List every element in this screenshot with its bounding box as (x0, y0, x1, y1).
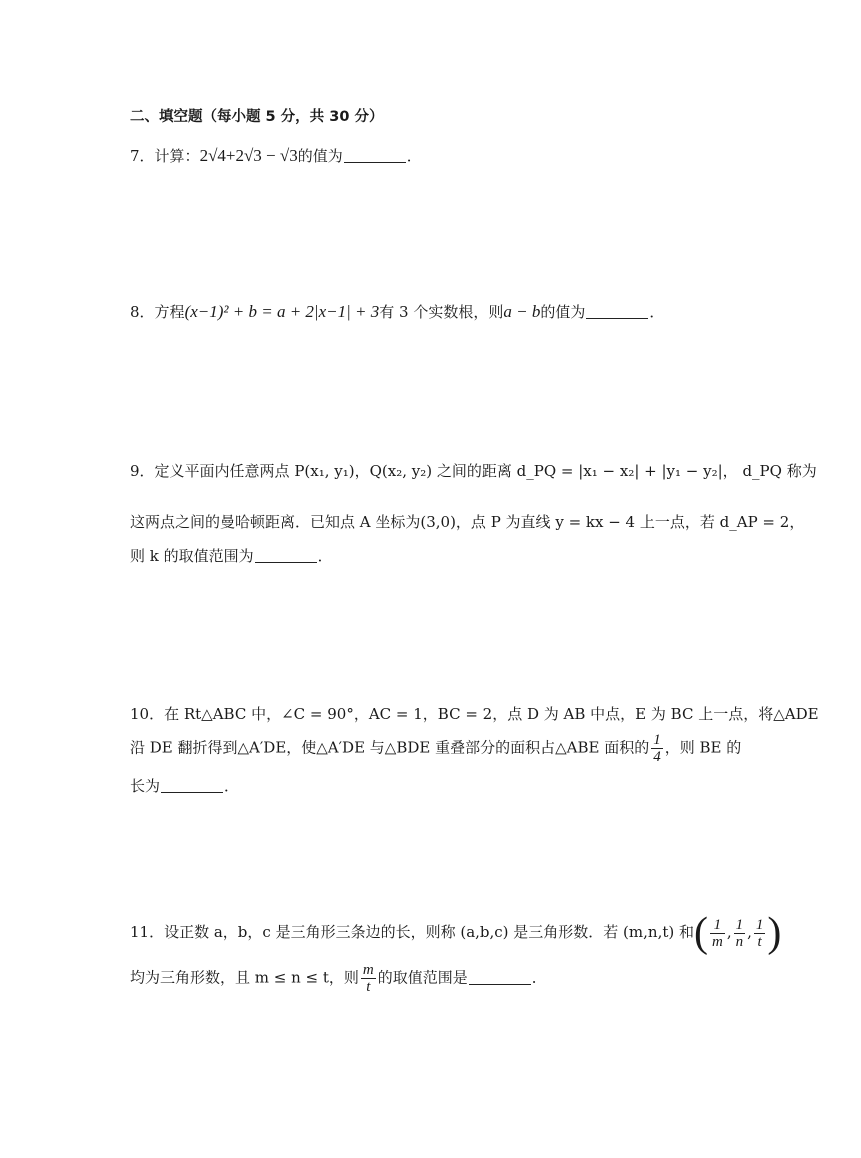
q8-math: (x−1)² + b = a + 2|x−1| + 3 (184, 302, 380, 321)
question-11-line-2 (130, 962, 547, 1006)
q11-frac-3 (754, 917, 766, 950)
q11-frac-2 (734, 917, 746, 950)
q7-text: 计算： (154, 147, 200, 165)
question-9-line-2: 这两点之间的曼哈顿距离．已知点 A 坐标为(3,0)，点 P 为直线 y = kx − 4 上一点，若 d_AP = 2， (130, 513, 805, 531)
q8-number: 8． (130, 303, 155, 321)
q11-end: ． (531, 968, 547, 987)
q8-text: 方程 (154, 303, 185, 321)
q11-frac-1-den: m (711, 933, 723, 950)
q10-text-c: 长为 (130, 777, 161, 795)
question-9-line-3 (130, 545, 333, 567)
q8-text-b: 有 3 个实数根，则 (379, 303, 504, 321)
q10-end: ． (224, 777, 240, 795)
q11-text-b: 均为三角形数，且 m ≤ n ≤ t，则 (130, 968, 359, 987)
q8-answer-blank[interactable] (586, 304, 648, 319)
q11-frac-2-den: n (735, 933, 744, 950)
question-11-line-1: 11．设正数 a，b，c 是三角形三条边的长，则称 (a,b,c) 是三角形数．若 (m,n,t) 和( $\frac{1}{m}$ , $\frac{1}{n}$ , $\frac{1}{t}$ ) (130, 910, 782, 956)
q8-math-b: a − b (503, 302, 541, 321)
q10-frac-den: 4 (653, 749, 661, 765)
q10-text-b: ，则 BE 的 (664, 738, 742, 757)
q11-frac-1-num: 1 (710, 917, 725, 934)
q8-end: ． (649, 303, 665, 321)
question-8 (130, 301, 664, 323)
q7-math: 2√4+2√3 − √3 (199, 146, 298, 165)
q7-end: ． (406, 147, 422, 165)
question-10-line-3 (130, 775, 239, 797)
q11-text-a: 11．设正数 a，b，c 是三角形三条边的长，则称 (a,b,c) 是三角形数．若 (m,n,t) 和 (130, 923, 694, 941)
q11-frac-3-den: t (757, 933, 762, 950)
q11-fraction (361, 962, 376, 995)
q11-answer-blank[interactable] (469, 970, 531, 985)
q11-text-c: 的取值范围是 (377, 968, 468, 987)
q11-right-paren: ) (767, 910, 782, 956)
q8-text-c: 的值为 (540, 303, 586, 321)
question-7 (130, 145, 422, 167)
q9-answer-blank[interactable] (255, 548, 317, 563)
question-10-line-2 (130, 732, 741, 776)
q10-fraction (651, 732, 663, 765)
q11-frac-1 (710, 917, 725, 950)
q7-answer-blank[interactable] (344, 148, 406, 163)
question-9-line-1: 9．定义平面内任意两点 P(x₁, y₁)，Q(x₂, y₂) 之间的距离 d_PQ = |x₁ − x₂| + |y₁ − y₂|， d_PQ 称为 (130, 462, 817, 480)
q11-frac-2-num: 1 (735, 916, 744, 933)
q9-end: ． (317, 547, 333, 565)
q7-text-b: 的值为 (297, 147, 343, 165)
q10-answer-blank[interactable] (161, 778, 223, 793)
q11-frac-3-num: 1 (755, 916, 764, 933)
q7-number: 7． (130, 147, 155, 165)
q11-frac-den: t (366, 979, 371, 995)
q11-left-paren: ( (693, 910, 708, 956)
question-10-line-1: 10．在 Rt△ABC 中，∠C = 90°，AC = 1，BC = 2，点 D 为 AB 中点，E 为 BC 上一点，将△ADE (130, 705, 819, 723)
q9-text: 则 k 的取值范围为 (130, 547, 254, 565)
q10-frac-num: 1 (653, 732, 661, 748)
q11-frac-num: m (362, 962, 374, 978)
q10-text-a: 沿 DE 翻折得到△A′DE，使△A′DE 与△BDE 重叠部分的面积占△ABE 面积的 (130, 738, 650, 757)
section-header: 二、填空题（每小题 5 分，共 30 分） (130, 109, 384, 125)
